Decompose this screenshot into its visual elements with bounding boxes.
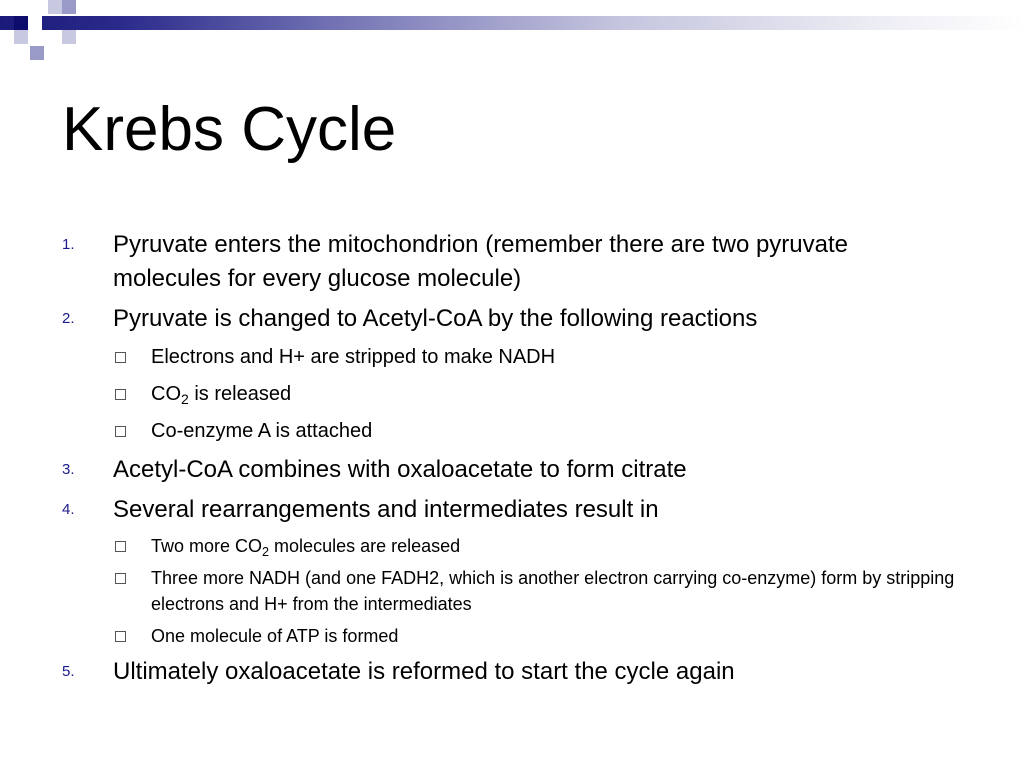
sub-item xyxy=(62,533,962,559)
item-text: Ultimately oxaloacetate is reformed to start the cycle again xyxy=(113,658,735,685)
header-square xyxy=(14,30,28,44)
header-square xyxy=(48,0,62,14)
subscript: 2 xyxy=(262,545,270,559)
checkbox-bullet-icon xyxy=(115,389,126,400)
item-number: 3. xyxy=(62,461,75,478)
sub-item-text: Co-enzyme A is attached xyxy=(151,420,373,442)
checkbox-bullet-icon xyxy=(115,541,126,552)
checkbox-bullet-icon xyxy=(115,352,126,363)
list-item xyxy=(62,302,962,336)
item-number: 5. xyxy=(62,663,75,680)
header-square xyxy=(48,30,62,44)
item-number: 1. xyxy=(62,236,75,253)
header-square xyxy=(62,0,76,14)
sub-item-text-prefix: CO xyxy=(151,383,181,405)
sub-item-text: One molecule of ATP is formed xyxy=(151,626,399,646)
sub-item-text-prefix: Two more CO xyxy=(151,536,263,556)
list-item xyxy=(62,493,962,527)
sub-item-text-suffix: is released xyxy=(188,383,292,405)
sub-item xyxy=(62,342,962,372)
item-text: Acetyl-CoA combines with oxaloacetate to form citrate xyxy=(113,456,687,483)
item-number: 2. xyxy=(62,310,75,327)
sub-item xyxy=(62,416,962,446)
sub-item xyxy=(62,565,962,617)
item-text: Several rearrangements and intermediates result in xyxy=(113,496,659,523)
slide-title: Krebs Cycle xyxy=(62,95,397,164)
sub-item-text: Three more NADH (and one FADH2, which is another electron carrying co-enzyme) form by stripping electrons and H+ from the intermediates xyxy=(151,568,955,614)
header-square xyxy=(62,30,76,44)
item-text: Pyruvate enters the mitochondrion (remember there are two pyruvate molecules for every glucose molecule) xyxy=(113,231,849,292)
checkbox-bullet-icon xyxy=(115,426,126,437)
item-number: 4. xyxy=(62,501,75,518)
list-item xyxy=(62,655,962,689)
list-item xyxy=(62,453,962,487)
sub-item xyxy=(62,623,962,649)
list-item xyxy=(62,228,962,296)
header-square xyxy=(28,16,42,30)
header-square xyxy=(30,46,44,60)
sub-item-text-suffix: molecules are released xyxy=(269,536,461,556)
header-band xyxy=(0,16,1024,30)
checkbox-bullet-icon xyxy=(115,631,126,642)
subscript: 2 xyxy=(181,391,189,407)
checkbox-bullet-icon xyxy=(115,573,126,584)
header-square xyxy=(14,16,28,30)
item-text: Pyruvate is changed to Acetyl-CoA by the following reactions xyxy=(113,305,758,332)
sub-item-text: Electrons and H+ are stripped to make NADH xyxy=(151,346,556,368)
content-list xyxy=(62,228,962,695)
sub-item xyxy=(62,379,962,409)
